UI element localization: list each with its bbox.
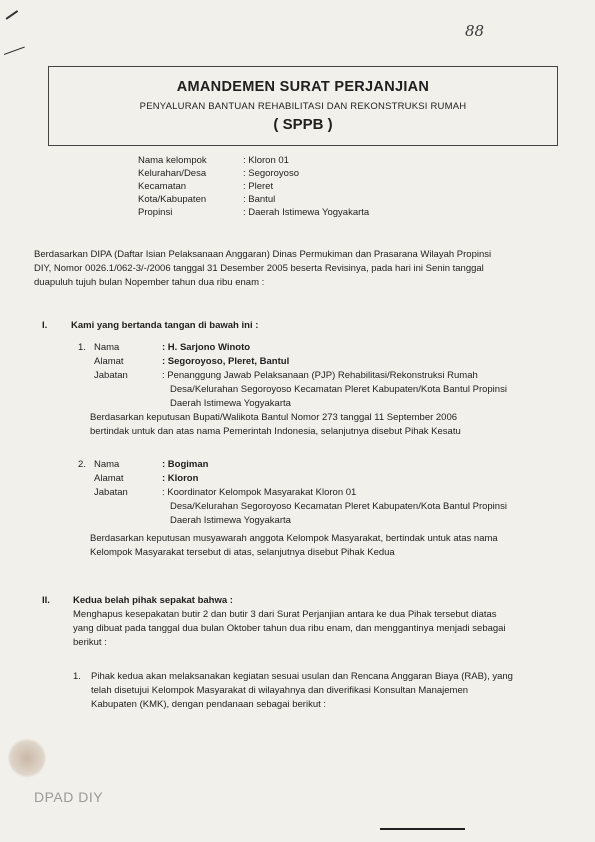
field-label: Alamat [94, 473, 124, 484]
party-2-block [90, 458, 507, 560]
info-label: Kelurahan/Desa [138, 168, 207, 179]
info-value: : Daerah Istimewa Yogyakarta [243, 207, 370, 218]
intro-paragraph [34, 248, 491, 290]
info-row [138, 206, 369, 219]
intro-line: DIY, Nomor 0026.1/062-3/-/2006 tanggal 31 Desember 2005 beserta Revisinya, pada hari ini Senin tanggal [34, 263, 484, 274]
section-2-heading: Kedua belah pihak sepakat bahwa : [73, 595, 233, 606]
info-label: Nama kelompok [138, 155, 207, 166]
position-continuation: Desa/Kelurahan Segoroyoso Kecamatan Pleret Kabupaten/Kota Bantul Propinsi [170, 501, 507, 512]
field-label: Jabatan [94, 370, 128, 381]
party-2-basis: Kelompok Masyarakat tersebut di atas, selanjutnya disebut Pihak Kedua [90, 547, 395, 558]
item-1-line: telah disetujui Kelompok Masyarakat di wilayahnya dan diverifikasi Konsultan Manajemen [91, 685, 469, 696]
section-2-block [73, 594, 506, 650]
item-1-block [91, 670, 513, 712]
watermark: DPAD DIY [34, 789, 104, 805]
info-label: Kecamatan [138, 181, 187, 192]
party-2-basis: Berdasarkan keputusan musyawarah anggota Kelompok Masyarakat, bertindak untuk atas nama [90, 533, 498, 544]
section-2-line: berikut : [73, 637, 107, 648]
info-label: Propinsi [138, 207, 173, 218]
intro-line: duapuluh tujuh bulan Nopember tahun dua ribu enam : [34, 277, 265, 288]
info-row [138, 167, 369, 180]
party-1-number: 1. [78, 342, 86, 353]
group-info [138, 154, 369, 219]
field-value: : Segoroyoso, Pleret, Bantul [162, 356, 290, 367]
seal-logo [8, 738, 46, 778]
position-continuation: Desa/Kelurahan Segoroyoso Kecamatan Pleret Kabupaten/Kota Bantul Propinsi [170, 384, 507, 395]
scratch-mark [4, 47, 25, 55]
info-value: : Pleret [243, 181, 274, 192]
position-continuation: Daerah Istimewa Yogyakarta [170, 515, 291, 526]
field-value: : Koordinator Kelompok Masyarakat Kloron 01 [162, 487, 357, 498]
field-label: Nama [94, 459, 120, 470]
party-1-name-row [94, 341, 507, 355]
scratch-mark [6, 10, 18, 19]
info-value: : Kloron 01 [243, 155, 289, 166]
field-value: : Kloron [162, 473, 199, 484]
party-1-basis: bertindak untuk dan atas nama Pemerintah Indonesia, selanjutnya disebut Pihak Kesatu [90, 426, 461, 437]
party-1-basis: Berdasarkan keputusan Bupati/Walikota Bantul Nomor 273 tanggal 11 September 2006 [90, 412, 458, 423]
page-number: 88 [465, 22, 485, 40]
position-continuation: Daerah Istimewa Yogyakarta [170, 398, 291, 409]
item-1-line: Kabupaten (KMK), dengan pendanaan sebagai berikut : [91, 699, 327, 710]
party-1-position-row [94, 369, 507, 383]
item-1-line: Pihak kedua akan melaksanakan kegiatan sesuai usulan dan Rencana Anggaran Biaya (RAB), yang [91, 671, 513, 682]
field-value: : Bogiman [162, 459, 209, 470]
info-value: : Segoroyoso [243, 168, 299, 179]
document-subtitle: PENYALURAN BANTUAN REHABILITASI DAN REKONSTRUKSI RUMAH [139, 101, 467, 112]
info-value: : Bantul [243, 194, 276, 205]
section-2-line: Menghapus kesepakatan butir 2 dan butir 3 dari Surat Perjanjian antara ke dua Pihak tersebut diatas [73, 609, 497, 620]
party-2-position-row [94, 486, 507, 500]
party-2-name-row [94, 458, 507, 472]
intro-line: Berdasarkan DIPA (Daftar Isian Pelaksanaan Anggaran) Dinas Permukiman dan Prasarana Wilayah Propinsi [34, 249, 492, 260]
section-2-numeral: II. [42, 595, 50, 606]
party-1-address-row [94, 355, 507, 369]
section-1-heading: Kami yang bertanda tangan di bawah ini : [71, 320, 259, 331]
field-label: Jabatan [94, 487, 128, 498]
info-row [138, 193, 369, 206]
info-row [138, 154, 369, 167]
document-code: ( SPPB ) [273, 116, 333, 133]
field-value: : H. Sarjono Winoto [162, 342, 251, 353]
field-label: Alamat [94, 356, 124, 367]
document-title: AMANDEMEN SURAT PERJANJIAN [176, 79, 430, 95]
title-box [48, 66, 558, 146]
section-1-numeral: I. [42, 320, 48, 331]
info-label: Kota/Kabupaten [138, 194, 207, 205]
item-1-number: 1. [73, 671, 81, 682]
signature-line [380, 828, 465, 830]
field-label: Nama [94, 342, 120, 353]
info-row [138, 180, 369, 193]
party-2-address-row [94, 472, 507, 486]
section-2-line: yang dibuat pada tanggal dua bulan Oktober tahun dua ribu enam, dan menggantinya menjadi sebagai [73, 623, 506, 634]
party-2-number: 2. [78, 459, 86, 470]
field-value: : Penanggung Jawab Pelaksanaan (PJP) Rehabilitasi/Rekonstruksi Rumah [162, 370, 478, 381]
party-1-block [90, 341, 507, 439]
